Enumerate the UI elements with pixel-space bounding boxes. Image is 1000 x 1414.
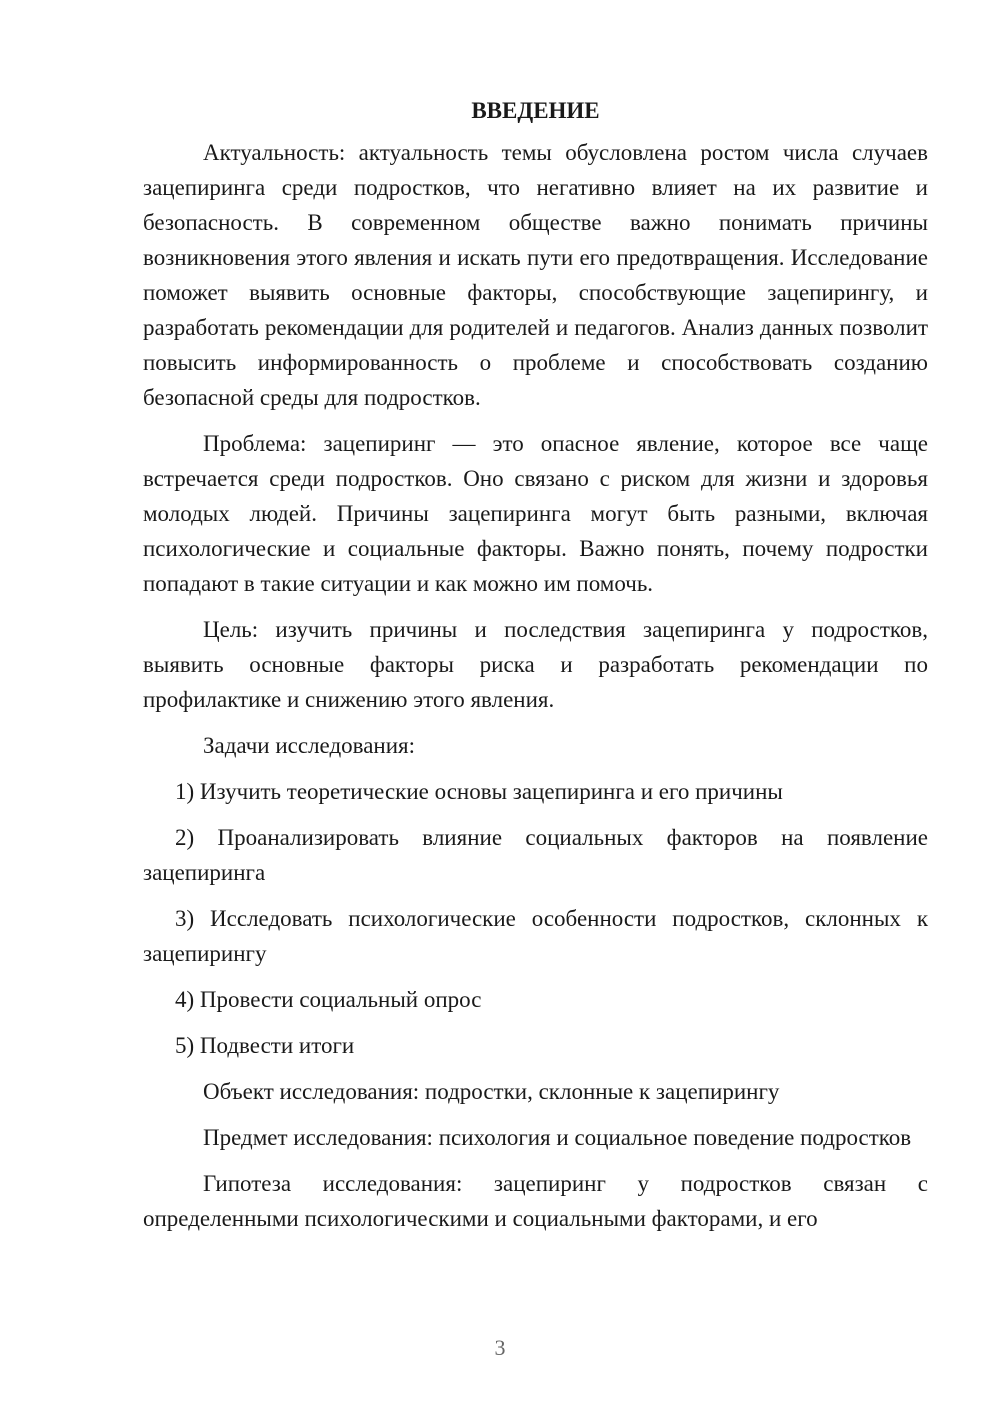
goal-paragraph: Цель: изучить причины и последствия зацепиринга у подростков, выявить основные факторы риска и разработать рекомендации по профилактике и снижению этого явления. [143,617,928,712]
task-item: 1) Изучить теоретические основы зацепиринга и его причины [175,779,783,804]
document-body [143,93,928,1247]
task-item: 2) Проанализировать влияние социальных факторов на появление зацепиринга [143,825,928,885]
relevance-paragraph: Актуальность: актуальность темы обусловлена ростом числа случаев зацепиринга среди подростков, что негативно влияет на их развитие и безопасность. В современном обществе важно понимать причины возникновения этого явления и искать пути его предотвращения. Исследование поможет выявить основные факторы, способствующие зацепирингу, и разработать рекомендации для родителей и педагогов. Анализ данных позволит повысить информированность о проблеме и способствовать созданию безопасной среды для подростков. [143,140,928,410]
tasks-heading: Задачи исследования: [203,733,416,758]
problem-paragraph: Проблема: зацепиринг — это опасное явление, которое все чаще встречается среди подростков. Оно связано с риском для жизни и здоровья молодых людей. Причины зацепиринга могут быть разными, включая психологические и социальные факторы. Важно понять, почему подростки попадают в такие ситуации и как можно им помочь. [143,431,928,596]
page-number: 3 [494,1335,506,1360]
task-item: 4) Провести социальный опрос [175,987,482,1012]
section-title: ВВЕДЕНИЕ [471,98,600,123]
task-item: 3) Исследовать психологические особенности подростков, склонных к зацепирингу [143,906,928,966]
object-paragraph: Объект исследования: подростки, склонные к зацепирингу [203,1079,780,1104]
hypothesis-paragraph: Гипотеза исследования: зацепиринг у подростков связан с определенными психологическими и социальными факторами, и его [143,1171,928,1231]
subject-paragraph: Предмет исследования: психология и социальное поведение подростков [203,1125,912,1150]
task-item: 5) Подвести итоги [175,1033,355,1058]
